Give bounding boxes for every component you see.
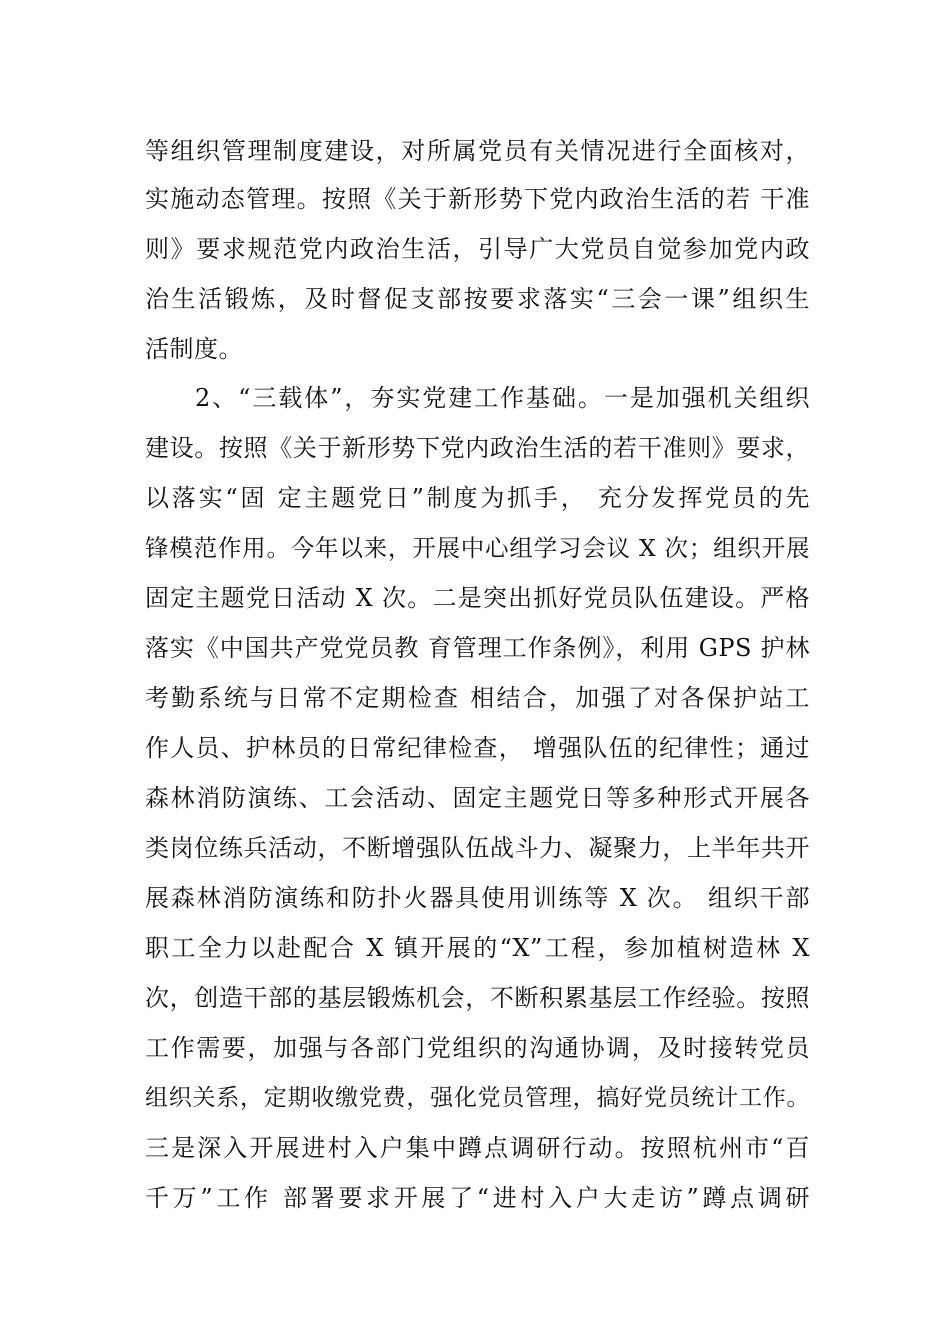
text-line-20: 组织关系，定期收缴党费，强化党员管理，搞好党员统计工作。 bbox=[145, 1085, 810, 1111]
text-line-3: 则》要求规范党内政治生活，引导广大党员自觉参加党内政 bbox=[145, 235, 810, 263]
paragraph-2-first-line: 2、“三载体”，夯实党建工作基础。一是加强机关组织 bbox=[195, 384, 810, 412]
text-line-11: 落实《中国共产党党员教 育管理工作条例》，利用 GPS 护林 bbox=[145, 634, 810, 662]
text-line-7: 建设。按照《关于新形势下党内政治生活的若干准则》要求， bbox=[145, 434, 810, 462]
text-line-9: 锋模范作用。今年以来，开展中心组学习会议 X 次；组织开展 bbox=[145, 534, 810, 562]
text-line-22: 千万”工作 部署要求开展了“进村入户大走访”蹲点调研 bbox=[145, 1184, 810, 1212]
text-line-8: 以落实“固 定主题党日”制度为抓手， 充分发挥党员的先 bbox=[145, 484, 810, 512]
text-line-21: 三是深入开展进村入户集中蹲点调研行动。按照杭州市“百 bbox=[145, 1134, 810, 1162]
text-line-5: 活制度。 bbox=[145, 335, 243, 363]
text-line-16: 展森林消防演练和防扑火器具使用训练等 X 次。 组织干部 bbox=[145, 884, 810, 912]
text-line-4: 治生活锻炼，及时督促支部按要求落实“三会一课”组织生 bbox=[145, 285, 810, 313]
text-line-18: 次，创造干部的基层锻炼机会，不断积累基层工作经验。按照 bbox=[145, 984, 810, 1012]
text-line-14: 森林消防演练、工会活动、固定主题党日等多种形式开展各 bbox=[145, 784, 810, 812]
text-line-17: 职工全力以赴配合 X 镇开展的“X”工程，参加植树造林 X bbox=[145, 934, 810, 962]
text-line-10: 固定主题党日活动 X 次。二是突出抓好党员队伍建设。严格 bbox=[145, 584, 810, 612]
text-line-15: 类岗位练兵活动，不断增强队伍战斗力、凝聚力，上半年共开 bbox=[145, 834, 810, 862]
text-line-2: 实施动态管理。按照《关于新形势下党内政治生活的若 干准 bbox=[145, 185, 810, 213]
text-line-12: 考勤系统与日常不定期检查 相结合，加强了对各保护站工 bbox=[145, 684, 810, 712]
text-line-19: 工作需要，加强与各部门党组织的沟通协调，及时接转党员 bbox=[145, 1034, 810, 1062]
text-line-1: 等组织管理制度建设，对所属党员有关情况进行全面核对， bbox=[145, 137, 810, 165]
text-line-13: 作人员、护林员的日常纪律检查， 增强队伍的纪律性；通过 bbox=[145, 734, 810, 762]
